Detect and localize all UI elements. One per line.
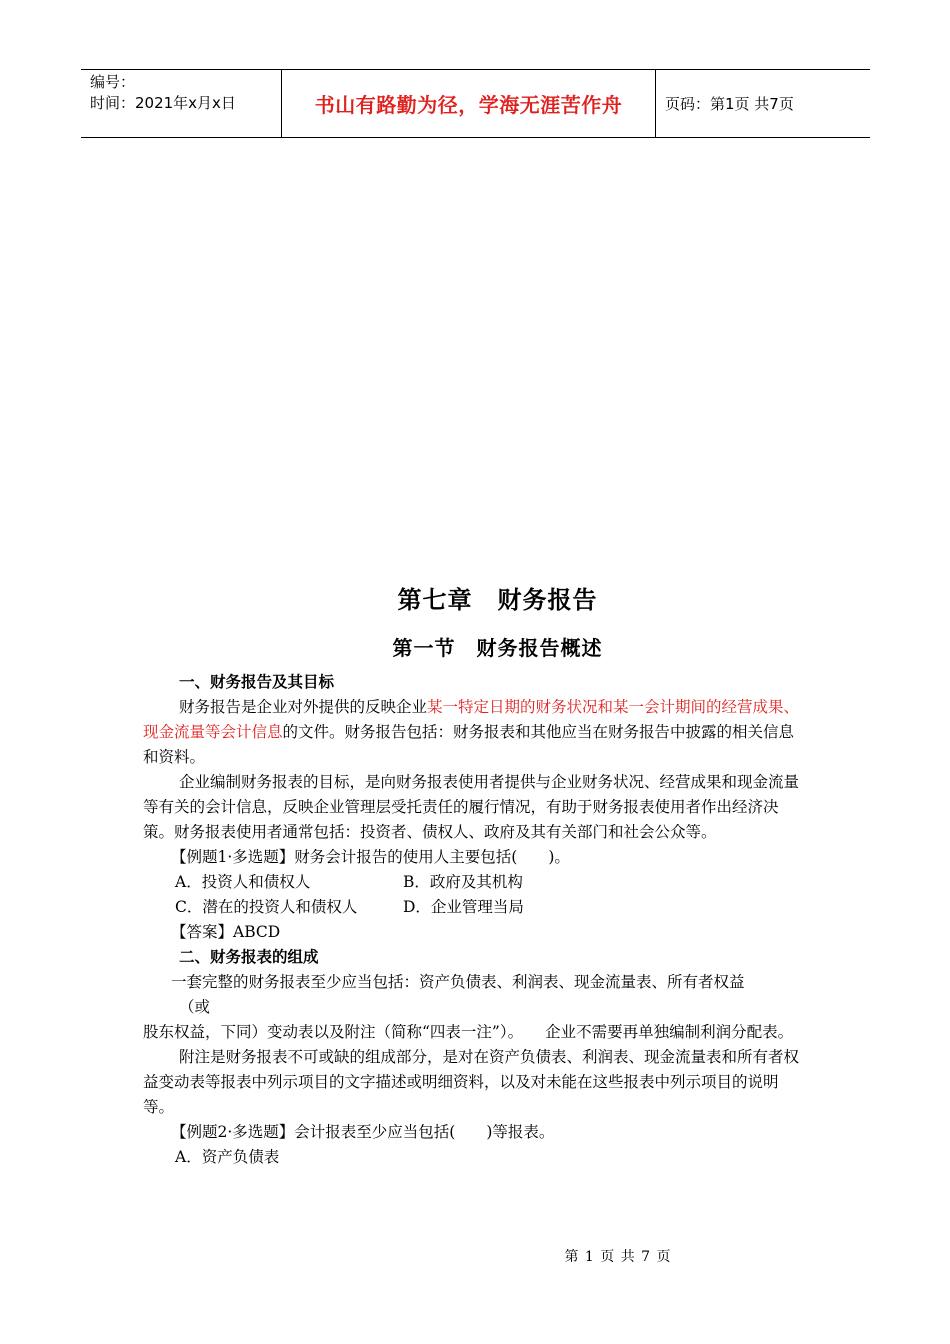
heading-1: 一、财务报告及其目标 bbox=[179, 673, 335, 691]
paragraph-1-text-a: 财务报告是企业对外提供的反映企业 bbox=[179, 698, 428, 716]
page-footer: 第 1 页 共 7 页 bbox=[564, 1249, 672, 1265]
paragraph-3-text-a: 股东权益，下同）变动表以及附注（简称“四表一注”）。 bbox=[143, 1023, 524, 1041]
example-1-question: 【例题1·多选题】财务会计报告的使用人主要包括( )。 bbox=[171, 848, 570, 866]
example-1-options-row-2 bbox=[143, 895, 808, 920]
chapter-title: 第七章 财务报告 bbox=[397, 586, 598, 614]
example-1-answer: 【答案】ABCD bbox=[171, 923, 281, 941]
date-label: 时间：2021年x月x日 bbox=[90, 94, 236, 112]
page-label: 页码：第1页 共7页 bbox=[665, 95, 794, 113]
option-a: A．投资人和债权人 bbox=[175, 873, 311, 891]
example-2-option-a: A．资产负债表 bbox=[175, 1148, 280, 1166]
paragraph-3-line-1: 一套完整的财务报表至少应当包括：资产负债表、利润表、现金流量表、所有者权益 bbox=[171, 973, 745, 991]
paragraph-1-text-b: 的文件。财务报告包括：财务报表和其他应当在财务报告中披露的相关信息和资料。 bbox=[143, 723, 795, 766]
document-header bbox=[81, 69, 870, 138]
option-b: B．政府及其机构 bbox=[403, 873, 523, 891]
section-title: 第一节 财务报告概述 bbox=[392, 636, 603, 660]
paragraph-2: 企业编制财务报表的目标，是向财务报表使用者提供与企业财务状况、经营成果和现金流量等有关的会计信息，反映企业管理层受托责任的履行情况，有助于财务报表使用者作出经济决策。财务报表使用者通常包括：投资者、债权人、政府及其有关部门和社会公众等。 bbox=[143, 773, 800, 841]
option-c: C．潜在的投资人和债权人 bbox=[175, 898, 358, 916]
header-motto-cell bbox=[281, 70, 656, 137]
paragraph-3-line-2: （或 bbox=[179, 998, 211, 1016]
paragraph-1 bbox=[143, 695, 808, 770]
paragraph-3-line-3 bbox=[143, 1020, 808, 1045]
document-body bbox=[143, 670, 808, 1170]
paragraph-3-text-b: 企业不需要再单独编制利润分配表。 bbox=[545, 1023, 794, 1041]
heading-2: 二、财务报表的组成 bbox=[179, 948, 319, 966]
option-d: D．企业管理当局 bbox=[403, 898, 524, 916]
header-page-cell bbox=[656, 70, 870, 137]
paragraph-4: 附注是财务报表不可或缺的组成部分，是对在资产负债表、利润表、现金流量表和所有者权益变动表等报表中列示项目的文字描述或明细资料，以及对未能在这些报表中列示项目的说明等。 bbox=[143, 1048, 800, 1116]
motto: 书山有路勤为径，学海无涯苦作舟 bbox=[314, 93, 623, 117]
paragraph-1-highlight: 某一特定日期的财务状况和某一会计期间的经营成果、现金流量等会计信息 bbox=[143, 698, 800, 741]
number-label: 编号： bbox=[90, 73, 136, 91]
example-1-options-row-1 bbox=[143, 870, 808, 895]
header-meta bbox=[81, 70, 281, 137]
example-2-question: 【例题2·多选题】会计报表至少应当包括( )等报表。 bbox=[171, 1123, 555, 1141]
